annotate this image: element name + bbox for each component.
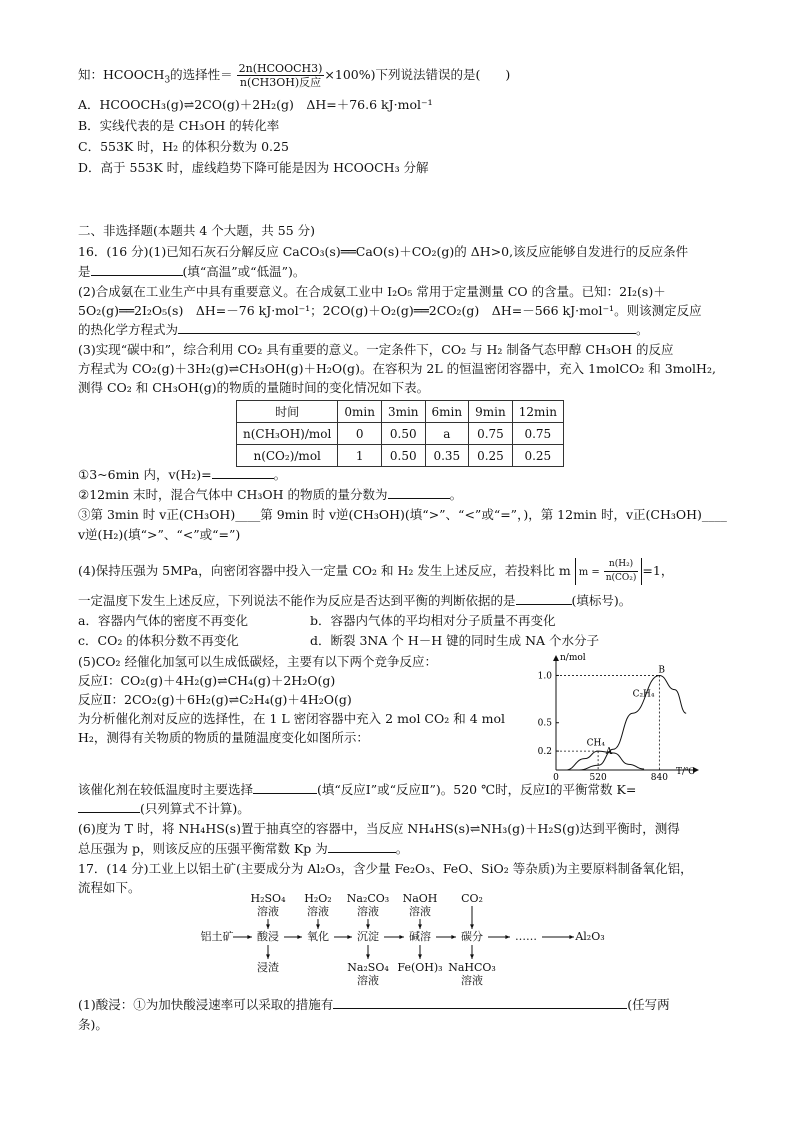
flow-output-arrow-head xyxy=(366,954,370,959)
x-axis-label: T/℃ xyxy=(676,767,696,777)
x-tick-label: 520 xyxy=(589,773,607,783)
ratio-fraction: $\frac{\text{n(H₂)}}{\text{n(CO₂)}}$ xyxy=(605,559,637,583)
table-cell: a xyxy=(425,423,469,445)
q16-line6: (3)实现“碳中和”，综合利用 CO₂ 具有重要的意义。一定条件下，CO₂ 与 H₂ 制备气态甲醇 CH₃OH 的反应 xyxy=(78,342,674,357)
q17-line1: 17．(14 分)工业上以铝土矿(主要成分为 Al₂O₃，含少量 Fe₂O₃、FeO、SiO₂ 等杂质)为主要原料制备氧化铝， xyxy=(78,861,693,876)
table-cell: 0.25 xyxy=(469,445,513,467)
q17-q1-cont: 条)。 xyxy=(78,1017,108,1032)
q17-line2: 流程如下。 xyxy=(78,880,141,895)
q15-option-a: A．HCOOCH₃(g)⇌2CO(g)＋2H₂(g) ΔH=＋76.6 kJ·mol⁻¹ xyxy=(78,97,433,112)
process-flowchart xyxy=(200,892,605,987)
q16-p5-line7: (只列算式不计算)。 xyxy=(78,800,250,818)
answer-blank[interactable] xyxy=(253,781,317,794)
q16-p6-line1: (6)度为 T 时，将 NH₄HS(s)置于抽真空的容器中，当反应 NH₄HS(s)⇌NH₃(g)＋H₂S(g)达到平衡时，测得 xyxy=(78,821,680,836)
flow-reagent-arrow-head xyxy=(470,924,474,929)
flow-step-node: 酸浸 xyxy=(257,930,279,943)
table-cell: 0 xyxy=(338,423,382,445)
table-cell: 0.35 xyxy=(425,445,469,467)
q16-part4: (4)保持压强为 5MPa，向密闭容器中投入一定量 CO₂ 和 H₂ 发生上述反应，若投料比 m m = $\frac{\text{n(H₂)}}{\text{n(CO₂)}}$ =1， xyxy=(78,559,674,583)
q16-line4: 5O₂(g)══2I₂O₅(s) ΔH=－76 kJ·mol⁻¹；2CO(g)＋O₂(g)══2CO₂(g) ΔH=－566 kJ·mol⁻¹。则该测定反应 xyxy=(78,303,702,318)
q16-sub1: ①3~6min 内，v(H₂)= 。 xyxy=(78,467,287,482)
q15-option-d: D．高于 553K 时，虚线趋势下降可能是因为 HCOOCH₃ 分解 xyxy=(78,160,429,175)
x-tick-label: 840 xyxy=(650,773,668,783)
y-tick-label: 0.5 xyxy=(537,718,552,729)
flow-arrow-head xyxy=(297,935,302,939)
table-header-row xyxy=(237,401,564,423)
flow-arrow-head xyxy=(399,935,404,939)
flow-reagent-label: H₂SO₄ 溶液 xyxy=(250,892,286,918)
point-label-a: A xyxy=(605,747,613,758)
flow-output-label: Fe(OH)₃ xyxy=(397,961,443,974)
y-tick-label: 0.2 xyxy=(537,747,552,758)
flow-reagent-label: Na₂CO₃ 溶液 xyxy=(346,892,390,918)
q16-p5-line3: 反应Ⅱ：2CO₂(g)＋6H₂(g)⇌C₂H₄(g)＋4H₂O(g) xyxy=(78,692,352,707)
point-label-b: B xyxy=(658,665,666,676)
table-cell: n(CO₂)/mol xyxy=(237,445,338,467)
flow-reagent-arrow-head xyxy=(418,924,422,929)
q16-part4-q: 一定温度下发生上述反应，下列说法不能作为反应是否达到平衡的判断依据的是 (填标号)。 xyxy=(78,593,632,608)
table-header-cell: 0min xyxy=(338,401,382,423)
q16-p5-line6: 该催化剂在较低温度时主要选择 (填“反应Ⅰ”或“反应Ⅱ”)。520 ℃时，反应Ⅰ的平衡常数 K= xyxy=(78,782,637,797)
flow-arrow-head xyxy=(451,935,456,939)
flow-reagent-arrow-head xyxy=(316,924,320,929)
flow-output-arrow-head xyxy=(418,954,422,959)
flow-step-node: 碱溶 xyxy=(409,930,431,943)
q16-p5-line5: H₂，测得有关物质的物质的量随温度变化如图所示： xyxy=(78,730,369,745)
q16-line1: 16．(16 分)(1)已知石灰石分解反应 CaCO₃(s)══CaO(s)＋CO₂(g)的 ΔH>0,该反应能够自发进行的反应条件 xyxy=(78,244,689,259)
flow-output-arrow-head xyxy=(266,954,270,959)
y-axis-label: n/mol xyxy=(560,653,586,663)
flow-reagent-label: H₂O₂ 溶液 xyxy=(304,892,332,918)
table-header-cell: 9min xyxy=(469,401,513,423)
flow-reagent-arrow-head xyxy=(266,924,270,929)
flow-arrow-head xyxy=(347,935,352,939)
series-label: C₂H₄ xyxy=(632,689,655,700)
q17-q1: (1)酸浸：①为加快酸浸速率可以采取的措施有 (任写两 xyxy=(78,997,670,1012)
q16-line3: (2)合成氨在工业生产中具有重要意义。在合成氨工业中 I₂O₅ 常用于定量测量 CO 的含量。已知：2I₂(s)＋ xyxy=(78,284,666,299)
q15-option-b: B．实线代表的是 CH₃OH 的转化率 xyxy=(78,118,280,133)
flow-step-node: …… xyxy=(515,930,537,943)
flow-reagent-arrow-head xyxy=(366,924,370,929)
q15-option-c: C．553K 时，H₂ 的体积分数为 0.25 xyxy=(78,139,289,154)
selectivity-fraction: $\frac{\text{2n(HCOOCH3)}}{\text{n(CH3OH)反应}}$ xyxy=(238,62,323,89)
flow-arrow-head xyxy=(505,935,510,939)
q15-stem: 知：$HCOOCH_3$的选择性＝ $\frac{\text{2n(HCOOCH3)}}{\text{n(CH3OH)反应}}$ ×100%)下列说法错误的是( ) xyxy=(78,62,511,89)
q16-line8: 测得 CO₂ 和 CH₃OH(g)的物质的量随时间的变化情况如下表。 xyxy=(78,380,430,395)
flow-step-node: 氧化 xyxy=(307,930,329,943)
answer-blank[interactable] xyxy=(388,486,450,499)
data-table xyxy=(236,400,564,467)
q16-sub3: ③第 3min 时 v正(CH₃OH)____第 9min 时 v逆(CH₃OH)(填“>”、“<”或“=”，)，第 12min 时，v正(CH₃OH)____ xyxy=(78,507,727,522)
q16-opt-d: d．断裂 3NA 个 H－H 键的同时生成 NA 个水分子 xyxy=(310,633,600,648)
q16-line5: 的热化学方程式为 。 xyxy=(78,322,649,337)
table-row xyxy=(237,423,564,445)
flow-step-node: 碳分 xyxy=(461,930,483,943)
table-cell: 0.50 xyxy=(381,445,425,467)
answer-blank[interactable] xyxy=(328,840,396,853)
table-cell: n(CH₃OH)/mol xyxy=(237,423,338,445)
flow-reagent-label: NaOH 溶液 xyxy=(402,892,438,918)
table-header-cell: 12min xyxy=(512,401,563,423)
ratio-bracket: m = $\frac{\text{n(H₂)}}{\text{n(CO₂)}}$ xyxy=(575,558,643,585)
q16-p6-line2: 总压强为 p，则该反应的压强平衡常数 Kp 为 。 xyxy=(78,841,409,856)
q16-line2: 是 (填“高温”或“低温”)。 xyxy=(78,264,306,279)
flow-output-label: Na₂SO₄ 溶液 xyxy=(347,961,389,987)
q16-sub2: ②12min 末时，混合气体中 CH₃OH 的物质的量分数为 。 xyxy=(78,487,463,502)
q16-p5-line2: 反应Ⅰ：CO₂(g)＋4H₂(g)⇌CH₄(g)＋2H₂O(g) xyxy=(78,673,336,688)
table-cell: 0.75 xyxy=(469,423,513,445)
flow-output-label: 浸渣 xyxy=(257,961,279,974)
table-row xyxy=(237,445,564,467)
x-tick-label: 0 xyxy=(553,773,559,783)
answer-blank[interactable] xyxy=(333,996,627,1009)
flow-output-label: NaHCO₃ 溶液 xyxy=(448,961,496,987)
flow-arrow-head xyxy=(569,935,574,939)
answer-blank[interactable] xyxy=(78,800,140,813)
flow-arrow-head xyxy=(247,935,252,939)
table-header-cell: 3min xyxy=(381,401,425,423)
q16-opt-b: b．容器内气体的平均相对分子质量不再变化 xyxy=(310,613,556,628)
q16-line7: 方程式为 CO₂(g)＋3H₂(g)⇌CH₃OH(g)＋H₂O(g)。在容积为 2L 的恒温密闭容器中，充入 1molCO₂ 和 3molH₂, xyxy=(78,361,716,376)
table-cell: 0.25 xyxy=(512,445,563,467)
flow-output-arrow-head xyxy=(470,954,474,959)
answer-blank[interactable] xyxy=(91,263,183,276)
table-cell: 0.75 xyxy=(512,423,563,445)
q16-p5-line1: (5)CO₂ 经催化加氢可以生成低碳烃，主要有以下两个竞争反应： xyxy=(78,654,438,669)
temperature-chart xyxy=(530,652,700,783)
table-header-cell: 6min xyxy=(425,401,469,423)
table-cell: 0.50 xyxy=(381,423,425,445)
flow-end-node: Al₂O₃ xyxy=(575,930,605,943)
y-tick-label: 1.0 xyxy=(537,671,552,682)
flow-reagent-label: CO₂ xyxy=(461,892,483,905)
table-header-cell: 时间 xyxy=(237,401,338,423)
q16-opt-a: a．容器内气体的密度不再变化 xyxy=(78,613,248,628)
q16-opt-c: c．CO₂ 的体积分数不再变化 xyxy=(78,633,239,648)
q16-p5-line4: 为分析催化剂对反应的选择性，在 1 L 密闭容器中充入 2 mol CO₂ 和 4 mol xyxy=(78,711,505,726)
q16-sub3-cont: v逆(H₂)(填“>”、“<”或“=”) xyxy=(78,527,241,542)
chart-lines xyxy=(566,665,687,770)
series-label: CH₄ xyxy=(586,738,605,749)
answer-blank[interactable] xyxy=(212,466,274,479)
flow-step-node: 沉淀 xyxy=(357,930,379,943)
answer-blank[interactable] xyxy=(516,592,572,605)
table-cell: 1 xyxy=(338,445,382,467)
flow-start-node: 铝土矿 xyxy=(200,930,234,943)
answer-blank[interactable] xyxy=(178,321,636,334)
section-heading: 二、非选择题(本题共 4 个大题，共 55 分) xyxy=(78,223,316,238)
